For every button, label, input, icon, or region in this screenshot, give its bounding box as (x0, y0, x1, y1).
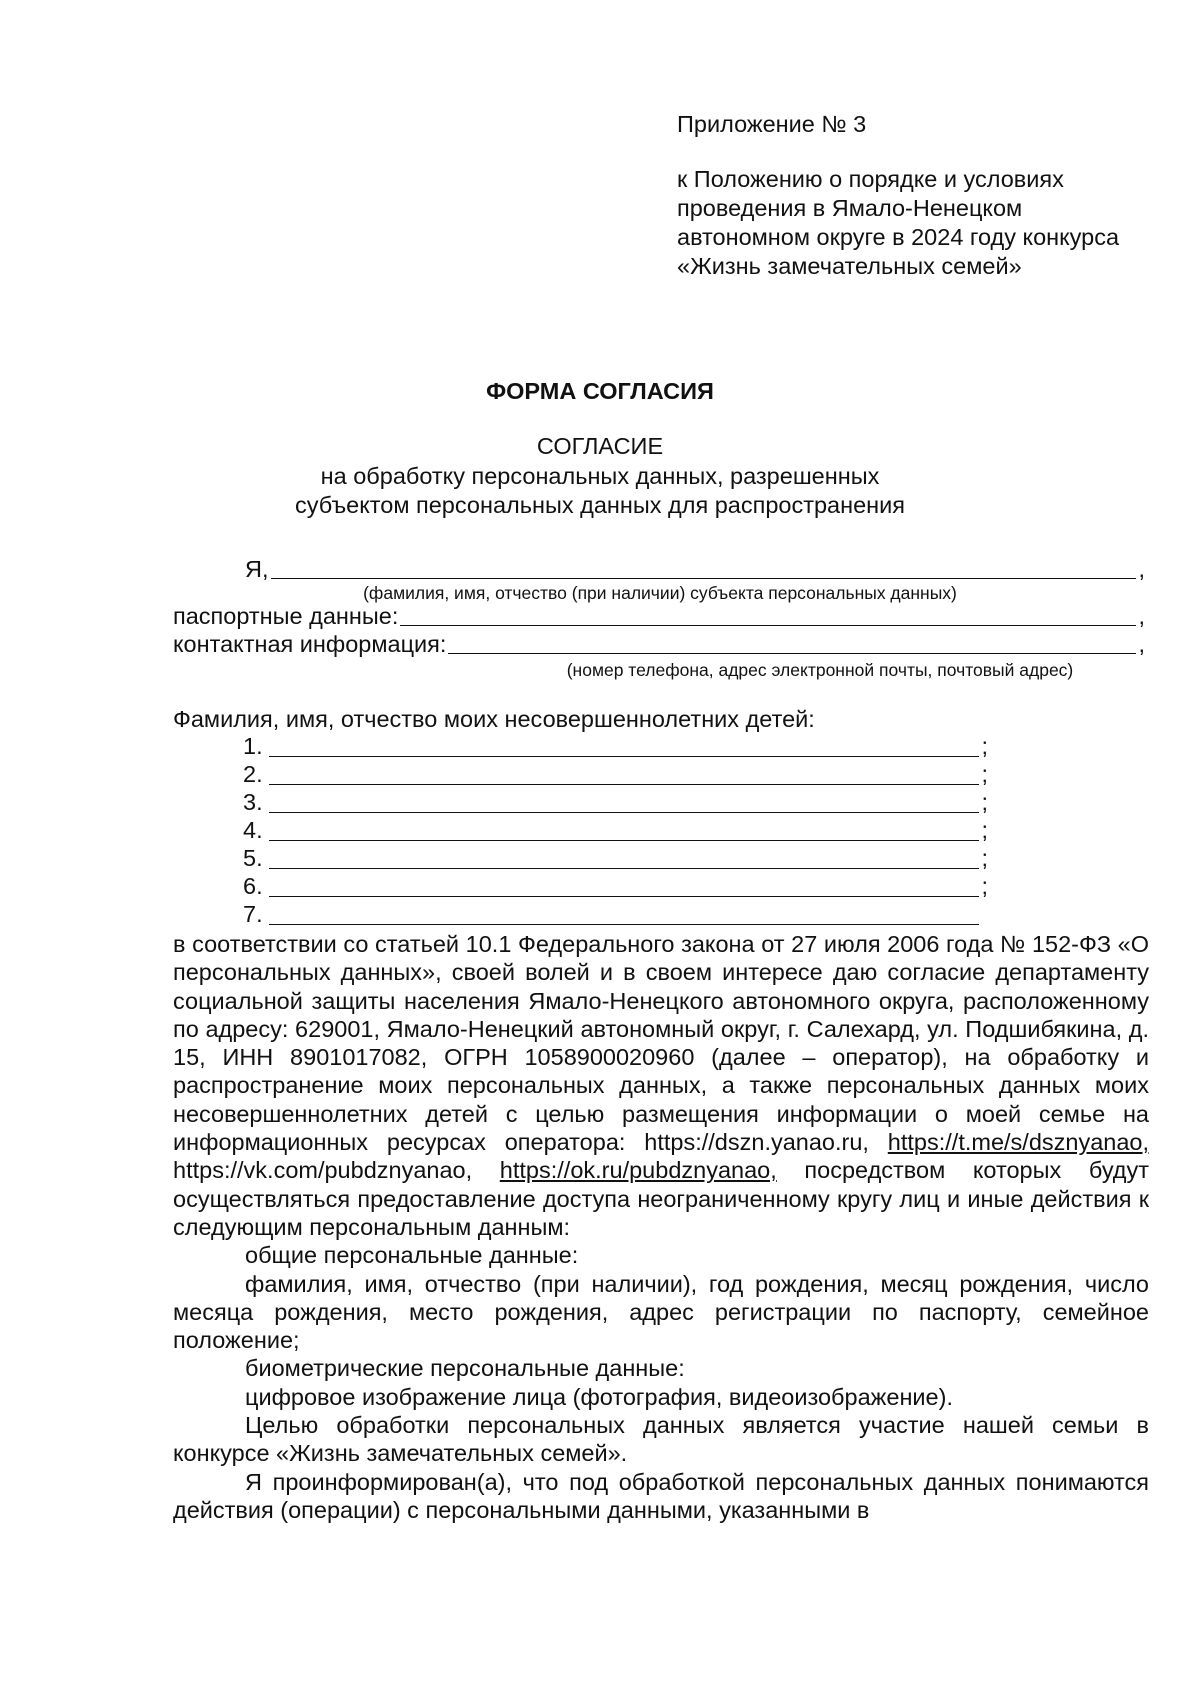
child-row (243, 761, 988, 789)
body-paragraph-biometric-list: цифровое изображение лица (фотография, видеоизображение). (245, 1383, 953, 1410)
link-telegram[interactable]: https://t.me/s/dsznyanao, (887, 1129, 1150, 1156)
children-title: Фамилия, имя, отчество моих несовершеннолетних детей: (173, 706, 815, 732)
name-field-row (173, 556, 1145, 583)
child-number: 4. (243, 817, 263, 843)
child-number: 5. (243, 845, 263, 871)
body-paragraph-general-list: фамилия, имя, отчество (при наличии), год рождения, месяц рождения, число месяца рождения, место рождения, адрес регистрации по паспорту, семейное положение; (173, 1270, 1149, 1354)
consent-subtitle-line2: субъектом персональных данных для распространения (295, 492, 905, 518)
child-number: 6. (243, 873, 263, 899)
name-field-blank[interactable] (271, 556, 1137, 579)
body-paragraph-informed: Я проинформирован(а), что под обработкой персональных данных понимаются действия (операции) с персональными данными, указанными в (173, 1468, 1149, 1523)
child-name-blank[interactable] (269, 874, 980, 897)
link-ok[interactable]: https://ok.ru/pubdznyanao, (499, 1157, 777, 1184)
child-number: 7. (243, 901, 263, 927)
child-row (243, 845, 988, 873)
passport-field-blank[interactable] (400, 603, 1136, 626)
contact-field-caption: (номер телефона, адрес электронной почты, почтовый адрес) (566, 660, 1074, 680)
contact-field-blank[interactable] (448, 631, 1136, 654)
passport-field-comma: , (1138, 603, 1145, 629)
child-semicolon: ; (981, 845, 988, 871)
contact-field-label: контактная информация: (173, 631, 447, 657)
child-name-blank[interactable] (269, 762, 980, 785)
body-paragraph-biometric: биометрические персональные данные: (245, 1355, 685, 1382)
child-semicolon: ; (981, 733, 988, 759)
child-semicolon: ; (981, 761, 988, 787)
link-vk[interactable]: https://vk.com/pubdznyanao, (173, 1157, 473, 1184)
child-name-blank[interactable] (269, 818, 980, 841)
link-dszn-site[interactable]: https://dszn.yanao.ru, (644, 1129, 869, 1156)
passport-field-row (173, 603, 1145, 630)
child-row (243, 817, 988, 845)
child-name-blank[interactable] (269, 734, 980, 757)
child-name-blank[interactable] (269, 902, 980, 925)
child-row (243, 789, 988, 817)
child-name-blank[interactable] (269, 790, 980, 813)
consent-subtitle-line1: на обработку персональных данных, разрешенных (320, 462, 880, 489)
body-main-text: в соответствии со статьей 10.1 Федерального закона от 27 июля 2006 года № 152-ФЗ «О персональных данных», своей волей и в своем интересе даю согласие департаменту социальной защиты населения Ямало-Ненецкого автономного округа, расположенному по адресу: 629001, Ямало-Ненецкий автономный округ, г. Салехард, ул. Подшибякина, д. 15, ИНН 8901017082, ОГРН 1058900020960 (далее – оператор), на обработку и распространение моих персональных данных, а также персональных данных моих несовершеннолетних детей с целью размещения информации о моей семье на информационных ресурсах оператора: (173, 931, 1149, 1156)
consent-body (173, 930, 1149, 1524)
contact-field-comma: , (1138, 631, 1145, 657)
child-row (243, 901, 988, 929)
appendix-reference: к Положению о порядке и условиях проведения в Ямало-Ненецком автономном округе в 2024 году конкурса «Жизнь замечательных семей» (677, 166, 1120, 279)
child-name-blank[interactable] (269, 846, 980, 869)
child-number: 2. (243, 761, 263, 787)
child-row (243, 733, 988, 761)
consent-heading (0, 432, 1200, 521)
body-paragraph-purpose: Целью обработки персональных данных является участие нашей семьи в конкурсе «Жизнь замечательных семей». (173, 1412, 1149, 1467)
child-number: 1. (243, 733, 263, 759)
body-paragraph-general: общие персональные данные: (245, 1242, 579, 1269)
appendix-block (677, 110, 1137, 281)
child-semicolon: ; (981, 789, 988, 815)
child-row (243, 873, 988, 901)
child-semicolon: ; (981, 817, 988, 843)
form-title: ФОРМА СОГЛАСИЯ (486, 378, 714, 404)
child-semicolon: ; (981, 873, 988, 899)
body-main-tail: посредством которых будут осуществляться предоставление доступа неограниченному кругу лиц и иные действия к следующим персональным данным: (173, 1157, 1150, 1240)
name-field-label: Я, (245, 556, 269, 582)
name-field-comma: , (1138, 556, 1145, 582)
body-paragraph-main (173, 930, 1149, 1241)
passport-field-label: паспортные данные: (173, 603, 399, 629)
consent-title: СОГЛАСИЕ (536, 433, 664, 459)
name-field-caption: (фамилия, имя, отчество (при наличии) субъекта персональных данных) (363, 583, 957, 603)
contact-field-row (173, 631, 1145, 658)
child-number: 3. (243, 789, 263, 815)
appendix-number: Приложение № 3 (677, 111, 867, 137)
